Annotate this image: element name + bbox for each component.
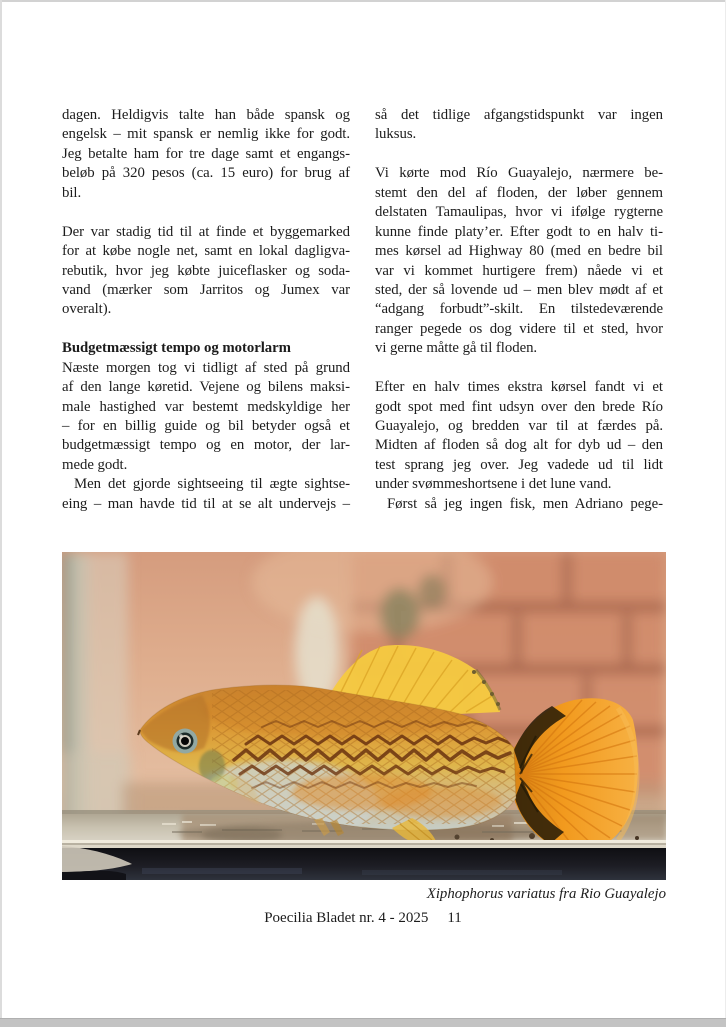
article-column-right [375,106,663,514]
page-number: 11 [447,910,462,926]
photo-figure [62,552,666,880]
text-line: male hastighed var bestemt medskyldige her [62,398,350,415]
blank-line [62,320,350,339]
text-line: af den lange køretid. Vejene og bilens maksi- [62,379,350,396]
section-heading: Budgetmæssigt tempo og motorlarm [62,340,291,357]
page-edge-bottom [0,1018,726,1027]
text-line: vand (mærker som Jarritos og Jumex var [62,281,350,298]
text-line: for at købe nogle net, samt en lokal dagligva- [62,243,350,260]
text-line: var vi kommet hurtigere frem) nåede vi et [375,262,663,279]
text-line: bil. [62,184,82,201]
tail-fin [514,698,638,852]
text-line: delstaten Tamaulipas, hvor vi ifølge rygterne [375,204,663,221]
text-line: Midten af floden så dog alt for dyb ud – den [375,437,663,454]
article-column-left [62,106,350,514]
text-line: så det tidlige afgangstidspunkt var ingen [375,107,663,123]
text-line: Men det gjorde sightseeing til ægte sightse- [74,476,350,493]
photo-caption: Xiphophorus variatus fra Rio Guayalejo [426,886,666,902]
text-line: Først så jeg ingen fisk, men Adriano pege- [387,495,663,512]
text-line: “adgang forbudt”-skilt. En tilstedeværende [375,301,663,318]
text-line: luksus. [375,126,417,143]
text-line: beløb på 320 pesos (ca. 15 euro) for brug af [62,165,350,182]
text-line: rebutik, hvor jeg købte juiceflasker og soda- [62,262,350,279]
text-line: budgetmæssigt tempo og en motor, der lar- [62,437,350,454]
page-footer [0,910,726,927]
text-line: – for en billig guide og bil betyder også et [62,418,350,434]
text-line: Guayalejo, og bredden var til at færdes på. [375,418,663,434]
text-line: godt spot med fint udsyn over den brede Río [375,398,663,415]
blank-line [375,359,663,378]
fish-eye [173,729,198,754]
text-line: vi gerne måtte gå til floden. [375,340,538,357]
text-line: under svømmeshortsene i det lune vand. [375,476,612,493]
blank-line [62,203,350,222]
text-line: Næste morgen tog vi tidligt af sted på grund [62,359,350,376]
text-line: test sprang jeg over. Jeg vadede ud til lidt [375,456,663,473]
page-edge-left [0,0,2,1020]
text-line: stemt den del af floden, der løber gennem [375,184,663,201]
page-edge-top [0,0,726,2]
text-line: ranger pegede os dog videre til et sted, hvor [375,320,663,337]
text-line: kunne finde platy’er. Efter godt to en halv ti- [375,223,663,240]
blank-line [375,145,663,164]
text-line: eing – man havde tid til at se alt undervejs – [62,495,350,512]
text-line: Vi kørte mod Río Guayalejo, nærmere be- [375,165,663,182]
text-line: overalt). [62,301,112,318]
text-line: dagen. Heldigvis talte han både spansk og [62,107,350,123]
text-line: mes kørsel ad Highway 80 (med en bedre bil [375,243,663,260]
fish-photo-image [62,552,666,880]
tank-front-edge [62,840,666,880]
journal-title: Poecilia Bladet nr. 4 - 2025 [264,910,429,926]
text-line: sted, der så lovende ud – men blev mødt af et [375,281,663,298]
text-line: Der var stadig tid til at finde et byggemarked [62,223,350,240]
text-line: Efter en halv times ekstra kørsel fandt vi et [375,379,663,396]
text-line: engelsk – mit spansk er nemlig ikke for godt. [62,126,350,143]
text-line: Jeg betalte ham for tre dage samt et engangs- [62,145,350,162]
text-line: mede godt. [62,456,128,473]
